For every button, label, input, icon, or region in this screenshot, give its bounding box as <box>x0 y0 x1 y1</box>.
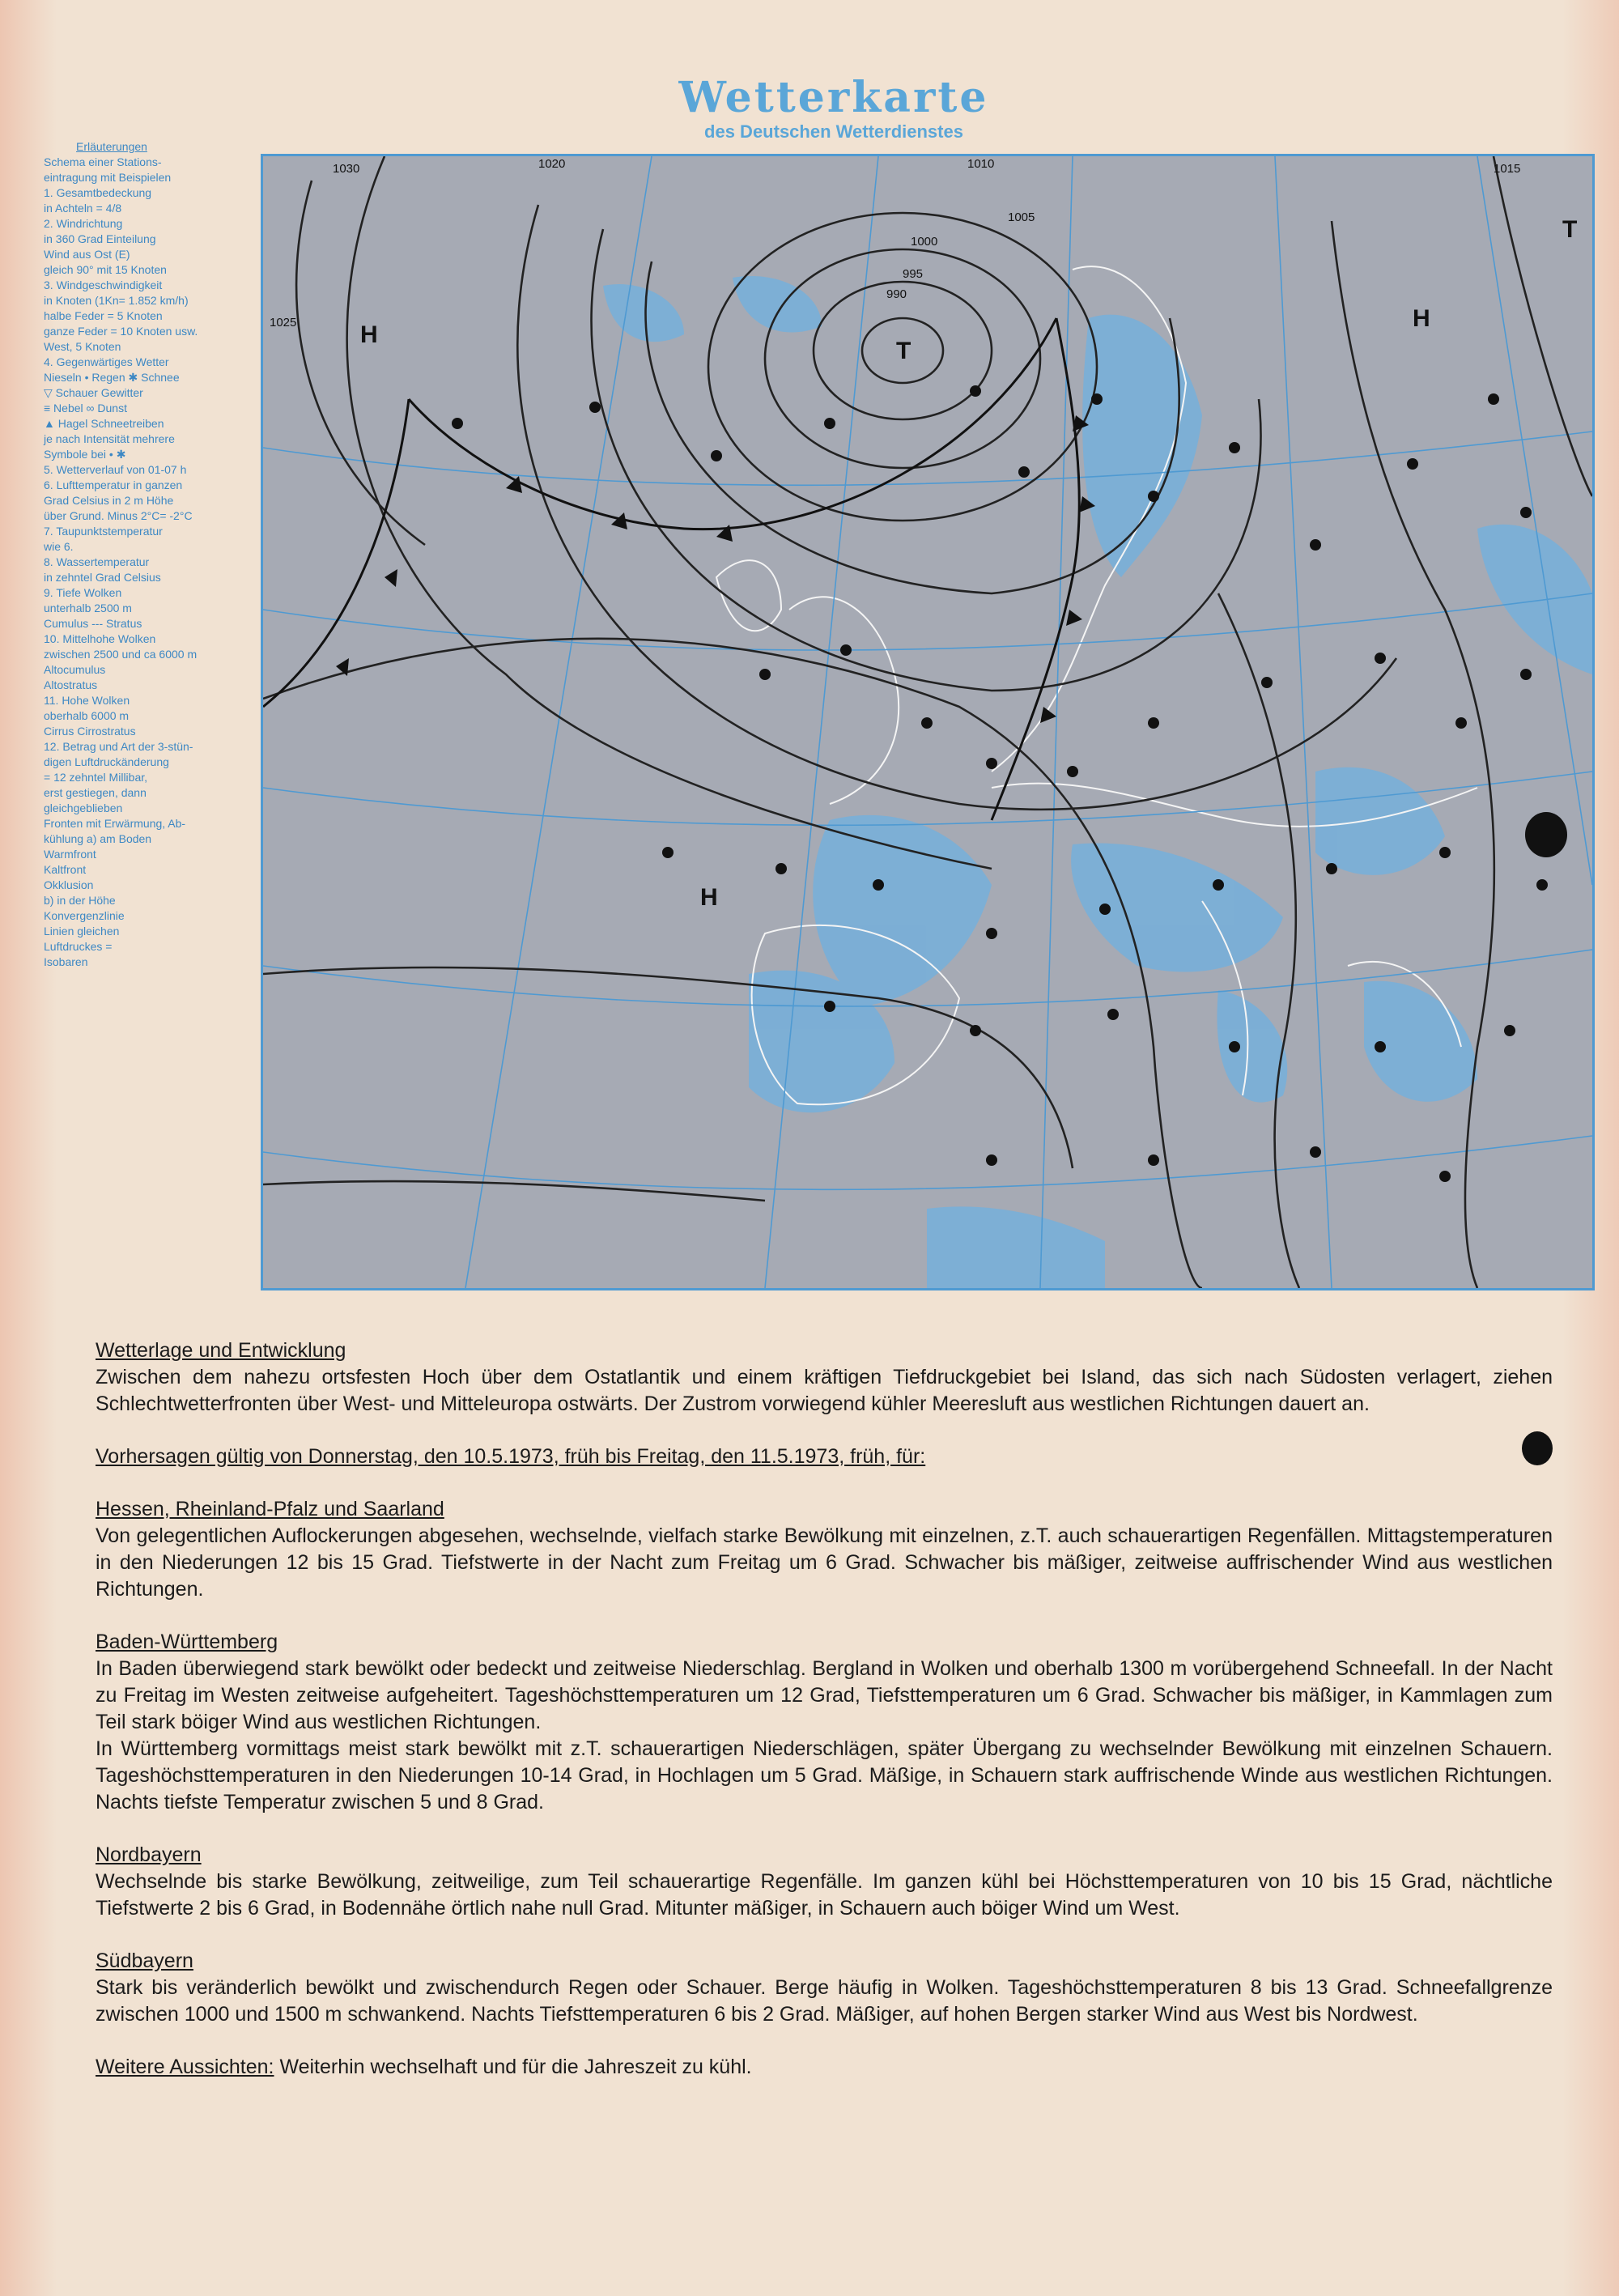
legend-line: Symbole bei • ✱ <box>44 448 126 461</box>
legend-line: b) in der Höhe <box>44 894 116 907</box>
legend-line: Isobaren <box>44 955 88 968</box>
outlook-heading: Weitere Aussichten: <box>96 2056 274 2078</box>
legend-line: = 12 zehntel Millibar, <box>44 771 148 784</box>
isobar-label: 1015 <box>1494 162 1521 176</box>
region-heading: Südbayern <box>96 1949 193 1972</box>
situation-body: Zwischen dem nahezu ortsfesten Hoch über dem Ostatlantik und einem kräftigen Tiefdruckgebiet bei Island, das sich nach Südosten verlagert, ziehen Schlechtwetterfronten über West- und Mitteleuropa ostwärts. Der Zustrom vorwiegend kühler Meeresluft aus westlichen Richtungen dauert an. <box>96 1366 1553 1415</box>
legend-line: Okklusion <box>44 878 94 891</box>
land-shading <box>603 276 1592 1288</box>
region-body: In Württemberg vormittags meist stark bewölkt mit z.T. schauerartigen Niederschlägen, später Übergang zu wechselnder Bewölkung mit einzelnen Schauern. Tageshöchsttemperaturen in den Niederungen 10-14 Grad, in Hochlagen um 5 Grad. Mäßige, in Schauern stark auffrischende Winde aus westlichen Richtungen. Nachts tiefste Temperatur zwischen 5 und 8 Grad. <box>96 1737 1553 1813</box>
legend-line: Wind aus Ost (E) <box>44 248 130 261</box>
isobar-label: 995 <box>903 267 924 281</box>
situation-heading: Wetterlage und Entwicklung <box>96 1339 346 1362</box>
legend-line: gleich 90° mit 15 Knoten <box>44 263 167 276</box>
isobar-label: 1025 <box>270 316 297 330</box>
front-symbols <box>336 415 1095 723</box>
legend-line: in Knoten (1Kn= 1.852 km/h) <box>44 294 189 307</box>
legend-line: erst gestiegen, dann <box>44 786 147 799</box>
legend-line: 6. Lufttemperatur in ganzen <box>44 478 183 491</box>
isobar-label: 990 <box>886 287 907 301</box>
legend-line: Linien gleichen <box>44 925 120 938</box>
legend-line: Nieseln • Regen ✱ Schnee <box>44 371 180 384</box>
high-label: H <box>700 884 718 911</box>
legend-line: Warmfront <box>44 848 96 861</box>
legend-line: 11. Hohe Wolken <box>44 694 130 707</box>
legend-panel <box>44 139 262 970</box>
legend-line: Altocumulus <box>44 663 106 676</box>
legend-line: über Grund. Minus 2°C= -2°C <box>44 509 193 522</box>
region-heading: Nordbayern <box>96 1843 202 1866</box>
legend-line: 1. Gesamtbedeckung <box>44 186 152 199</box>
high-label: H <box>1413 305 1430 332</box>
legend-line: Altostratus <box>44 678 98 691</box>
region-body: Von gelegentlichen Auflockerungen abgesehen, wechselnde, vielfach starke Bewölkung mit einzelnen, z.T. auch schauerartigen Regenfällen. Mittagstemperaturen in den Niederungen 12 bis 15 Grad. Tiefstwerte in der Nacht zum Freitag um 6 Grad. Schwacher bis mäßiger, zeitweise auffrischender Wind aus westlichen Richtungen. <box>96 1524 1553 1601</box>
legend-line: 3. Windgeschwindigkeit <box>44 278 163 291</box>
legend-line: 8. Wassertemperatur <box>44 555 150 568</box>
low-label: T <box>1562 216 1578 243</box>
region-heading: Baden-Württemberg <box>96 1631 278 1653</box>
legend-line: West, 5 Knoten <box>44 340 121 353</box>
legend-line: 9. Tiefe Wolken <box>44 586 122 599</box>
legend-line: ▲ Hagel Schneetreiben <box>44 417 164 430</box>
legend-line: zwischen 2500 und ca 6000 m <box>44 648 198 661</box>
fronts <box>263 318 1079 820</box>
legend-line: ▽ Schauer Gewitter <box>44 386 143 399</box>
legend-line: 12. Betrag und Art der 3-stün- <box>44 740 193 753</box>
outlook-body: Weiterhin wechselhaft und für die Jahreszeit zu kühl. <box>279 2056 752 2078</box>
legend-line: in 360 Grad Einteilung <box>44 232 156 245</box>
forecast-heading: Vorhersagen gültig von Donnerstag, den 10.5.1973, früh bis Freitag, den 11.5.1973, früh, für: <box>96 1445 926 1468</box>
legend-line: Konvergenzlinie <box>44 909 125 922</box>
legend-line: Cirrus Cirrostratus <box>44 725 136 738</box>
legend-line: unterhalb 2500 m <box>44 602 132 614</box>
legend-line: eintragung mit Beispielen <box>44 171 172 184</box>
legend-line: 2. Windrichtung <box>44 217 123 230</box>
legend-line: Grad Celsius in 2 m Höhe <box>44 494 174 507</box>
legend-line: 7. Taupunktstemperatur <box>44 525 163 538</box>
legend-lines <box>44 155 262 970</box>
legend-line: digen Luftdruckänderung <box>44 755 169 768</box>
legend-line: Cumulus --- Stratus <box>44 617 142 630</box>
legend-line: kühlung a) am Boden <box>44 832 152 845</box>
legend-line: Fronten mit Erwärmung, Ab- <box>44 817 186 830</box>
isobar-label: 1010 <box>967 157 995 171</box>
legend-line: Kaltfront <box>44 863 87 876</box>
region-body: Wechselnde bis starke Bewölkung, zeitweilige, zum Teil schauerartige Regenfälle. Im ganzen kühl bei Höchsttemperaturen von 10 bis 15 Grad, nächtliche Tiefstwerte 2 bis 6 Grad, in Bodennähe örtlich nahe null Grad. Mitunter mäßiger, in Schauern auch böiger Wind um West. <box>96 1870 1553 1920</box>
weather-map <box>261 154 1595 1290</box>
legend-title: Erläuterungen <box>76 140 147 153</box>
page-title: Wetterkarte <box>678 73 989 122</box>
legend-line: ≡ Nebel ∞ Dunst <box>44 402 127 415</box>
ink-blot <box>1525 812 1567 857</box>
legend-line: wie 6. <box>44 540 74 553</box>
legend-line: 10. Mittelhohe Wolken <box>44 632 156 645</box>
forecast-text <box>96 1337 1553 2081</box>
legend-line: halbe Feder = 5 Knoten <box>44 309 163 322</box>
legend-line: Luftdruckes = <box>44 940 113 953</box>
legend-line: 5. Wetterverlauf von 01-07 h <box>44 463 187 476</box>
legend-line: in Achteln = 4/8 <box>44 202 122 215</box>
legend-line: 4. Gegenwärtiges Wetter <box>44 355 169 368</box>
legend-line: oberhalb 6000 m <box>44 709 130 722</box>
outlook <box>96 2054 1553 2081</box>
isobar-label: 1005 <box>1008 210 1035 224</box>
legend-line: je nach Intensität mehrere <box>44 432 175 445</box>
legend-line: gleichgeblieben <box>44 801 123 814</box>
page-subtitle: des Deutschen Wetterdienstes <box>704 121 963 142</box>
isobar-labels <box>270 157 1520 330</box>
legend-line: ganze Feder = 10 Knoten usw. <box>44 325 198 338</box>
isobar-label: 1030 <box>333 162 360 176</box>
region-body: Stark bis veränderlich bewölkt und zwischendurch Regen oder Schauer. Berge häufig in Wolken. Tageshöchsttemperaturen 8 bis 13 Grad. Schneefallgrenze zwischen 1000 und 1500 m schwankend. Nachts Tiefsttemperaturen 6 bis 2 Grad. Mäßiger, auf hohen Bergen starker Wind aus West bis Nordwest. <box>96 1976 1553 2026</box>
legend-line: Schema einer Stations- <box>44 155 162 168</box>
region-heading: Hessen, Rheinland-Pfalz und Saarland <box>96 1498 444 1520</box>
high-label: H <box>360 321 378 348</box>
map-canvas <box>263 156 1592 1288</box>
legend-line: in zehntel Grad Celsius <box>44 571 161 584</box>
isobar-label: 1000 <box>911 235 938 249</box>
region-body: In Baden überwiegend stark bewölkt oder bedeckt und zeitweise Niederschlag. Bergland in Wolken und oberhalb 1300 m vorübergehend Schneefall. In der Nacht zu Freitag im Westen zeitweise aufgeheitert. Tageshöchsttemperaturen um 12 Grad, Tiefsttemperaturen um 6 Grad. Schwacher bis mäßiger, in Kammlagen zum Teil stark böiger Wind aus westlichen Richtungen. <box>96 1657 1553 1733</box>
isobar-label: 1020 <box>538 157 566 171</box>
low-label: T <box>896 338 911 364</box>
